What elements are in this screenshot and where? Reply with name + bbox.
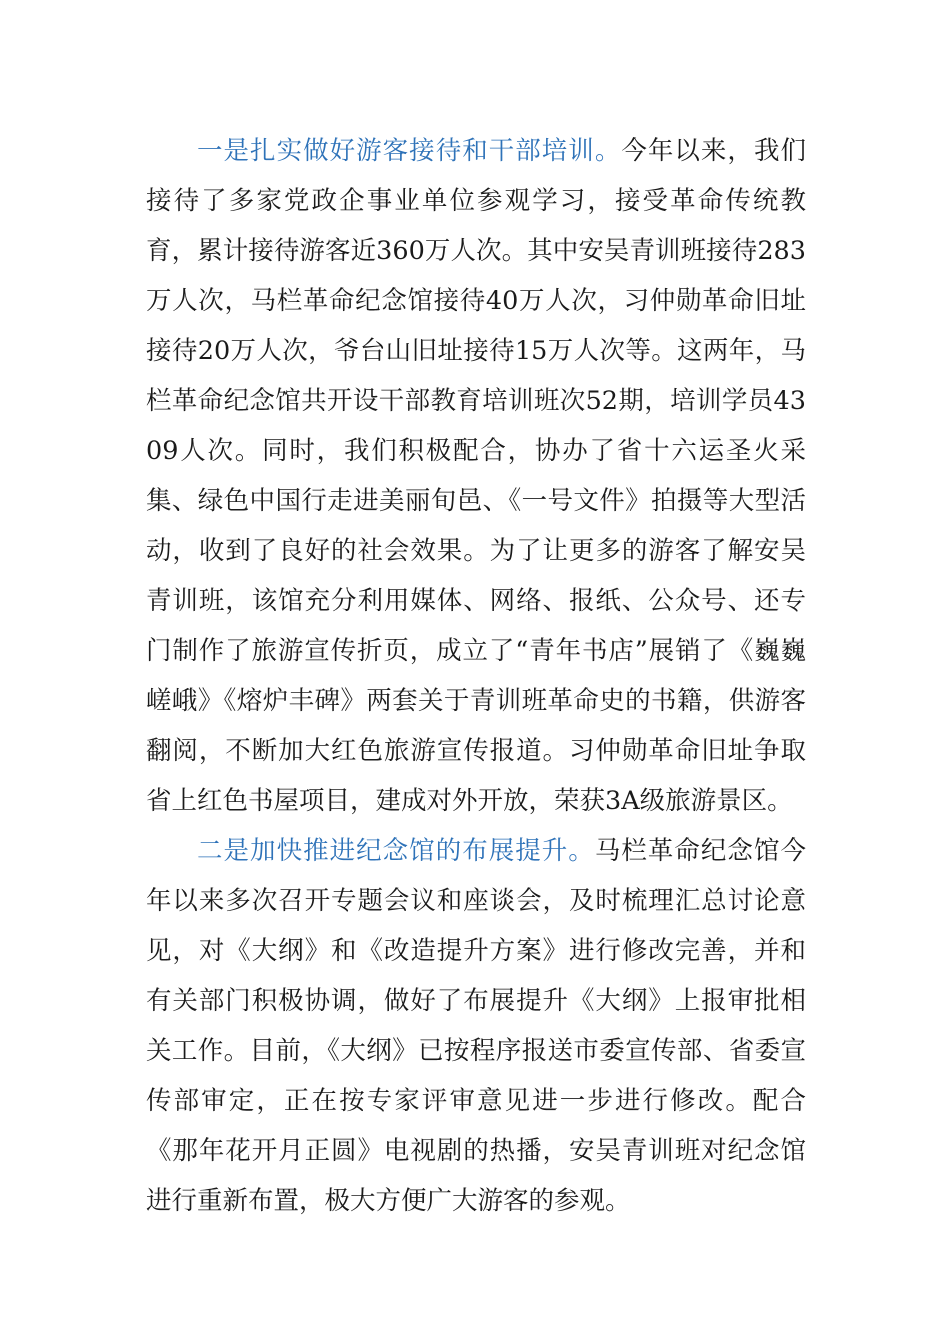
paragraph-text: 今年以来，我们接待了多家党政企事业单位参观学习，接受革命传统教育，累计接待游客近360万人次。其中安吴青训班接待283万人次，马栏革命纪念馆接待40万人次，习仲勋革命旧址接待20万人次，爷台山旧址接待15万人次等。这两年，马栏革命纪念馆共开设干部教育培训班次52期，培训学员4309人次。同时，我们积极配合，协办了省十六运圣火采集、绿色中国行走进美丽旬邑、《一号文件》拍摄等大型活动，收到了良好的社会效果。为了让更多的游客了解安吴青训班，该馆充分利用媒体、网络、报纸、公众号、还专门制作了旅游宣传折页，成立了“青年书店”展销了《巍巍嵯峨》《熔炉丰碑》两套关于青训班革命史的书籍，供游客翻阅，不断加大红色旅游宣传报道。习仲勋革命旧址争取省上红色书屋项目，建成对外开放，荣获3A级旅游景区。 (146, 136, 806, 816)
paragraph-heading: 一是扎实做好游客接待和干部培训。 (197, 136, 622, 166)
paragraph-text: 马栏革命纪念馆今年以来多次召开专题会议和座谈会，及时梳理汇总讨论意见，对《大纲》和《改造提升方案》进行修改完善，并和有关部门积极协调，做好了布展提升《大纲》上报审批相关工作。目前，《大纲》已按程序报送市委宣传部、省委宣传部审定，正在按专家评审意见进一步进行修改。配合《那年花开月正圆》电视剧的热播，安吴青训班对纪念馆进行重新布置，极大方便广大游客的参观。 (146, 836, 806, 1216)
document-body (146, 126, 806, 1226)
paragraph-heading: 二是加快推进纪念馆的布展提升。 (197, 836, 595, 866)
paragraph-exhibition-upgrade (146, 826, 806, 1226)
paragraph-visitor-reception (146, 126, 806, 826)
